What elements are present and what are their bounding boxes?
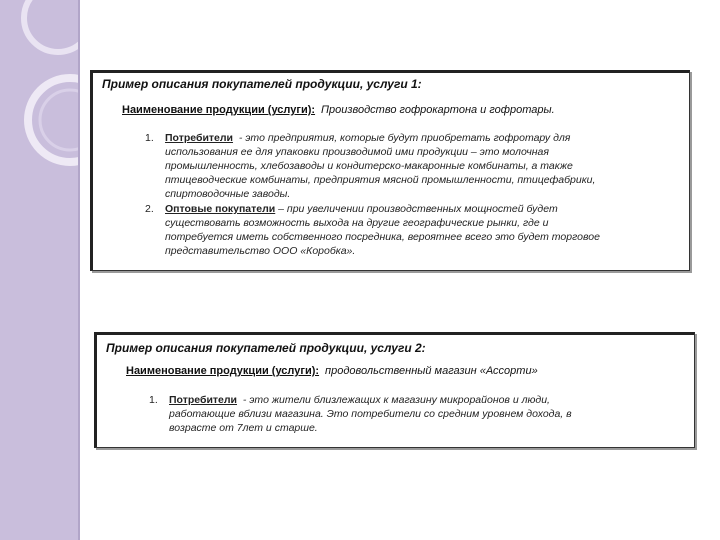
item-line: – при увеличении производственных мощностей будет [278, 203, 558, 215]
item-term: Потребители [165, 132, 234, 144]
item-number: 2. [145, 203, 154, 215]
decorative-sidebar [0, 0, 80, 540]
example-2-item-1 [149, 393, 689, 441]
item-body [169, 393, 572, 435]
example-1-item-1 [145, 131, 685, 203]
item-term: Потребители [169, 394, 238, 406]
item-line: - это предприятия, которые будут приобретать гофротару для [238, 132, 571, 144]
item-term: Оптовые покупатели [165, 203, 276, 215]
example-1-item-2 [145, 202, 685, 262]
item-line: промышленность, хлебозаводы и кондитерско-макаронные комбинаты, а также [165, 160, 573, 172]
decorative-ring-inner [40, 90, 80, 150]
item-line: представительство ООО «Коробка». [165, 245, 356, 257]
item-line: - это жители близлежащих к магазину микрорайонов и люди, [242, 394, 550, 406]
example-2-product-value: продовольственный магазин «Ассорти» [325, 365, 538, 377]
item-number: 1. [149, 394, 158, 406]
item-line: птицеводческие комбинаты, предприятия мясной промышленности, птицефабрики, [165, 174, 596, 186]
item-body [165, 131, 595, 201]
decorative-rings [0, 0, 80, 540]
item-body [165, 202, 600, 258]
item-line: возрасте от 7лет и старше. [169, 422, 318, 434]
example-2-box [94, 332, 695, 448]
item-line: потребуется иметь собственного посредника, вероятнее всего это будет торговое [165, 231, 600, 243]
item-line: работающие вблизи магазина. Это потребители со средним уровнем дохода, в [169, 408, 572, 420]
example-2-product-row [126, 365, 538, 377]
example-1-product-label: Наименование продукции (услуги): [122, 104, 316, 116]
example-2-product-label: Наименование продукции (услуги): [126, 365, 320, 377]
item-line: существовать возможность выхода на другие географические рынки, где и [165, 217, 549, 229]
example-1-title: Пример описания покупателей продукции, услуги 1: [102, 77, 422, 91]
decorative-ring-top [24, 0, 80, 52]
example-1-product-row [122, 104, 555, 116]
example-1-product-value: Производство гофрокартона и гофротары. [321, 104, 555, 116]
item-line: спиртоводочные заводы. [165, 188, 291, 200]
example-2-title: Пример описания покупателей продукции, услуги 2: [106, 341, 426, 355]
item-line: использования ее для упаковки производимой ими продукции – это молочная [165, 146, 549, 158]
item-number: 1. [145, 132, 154, 144]
sidebar-edge [78, 0, 80, 540]
example-1-box [90, 70, 690, 271]
